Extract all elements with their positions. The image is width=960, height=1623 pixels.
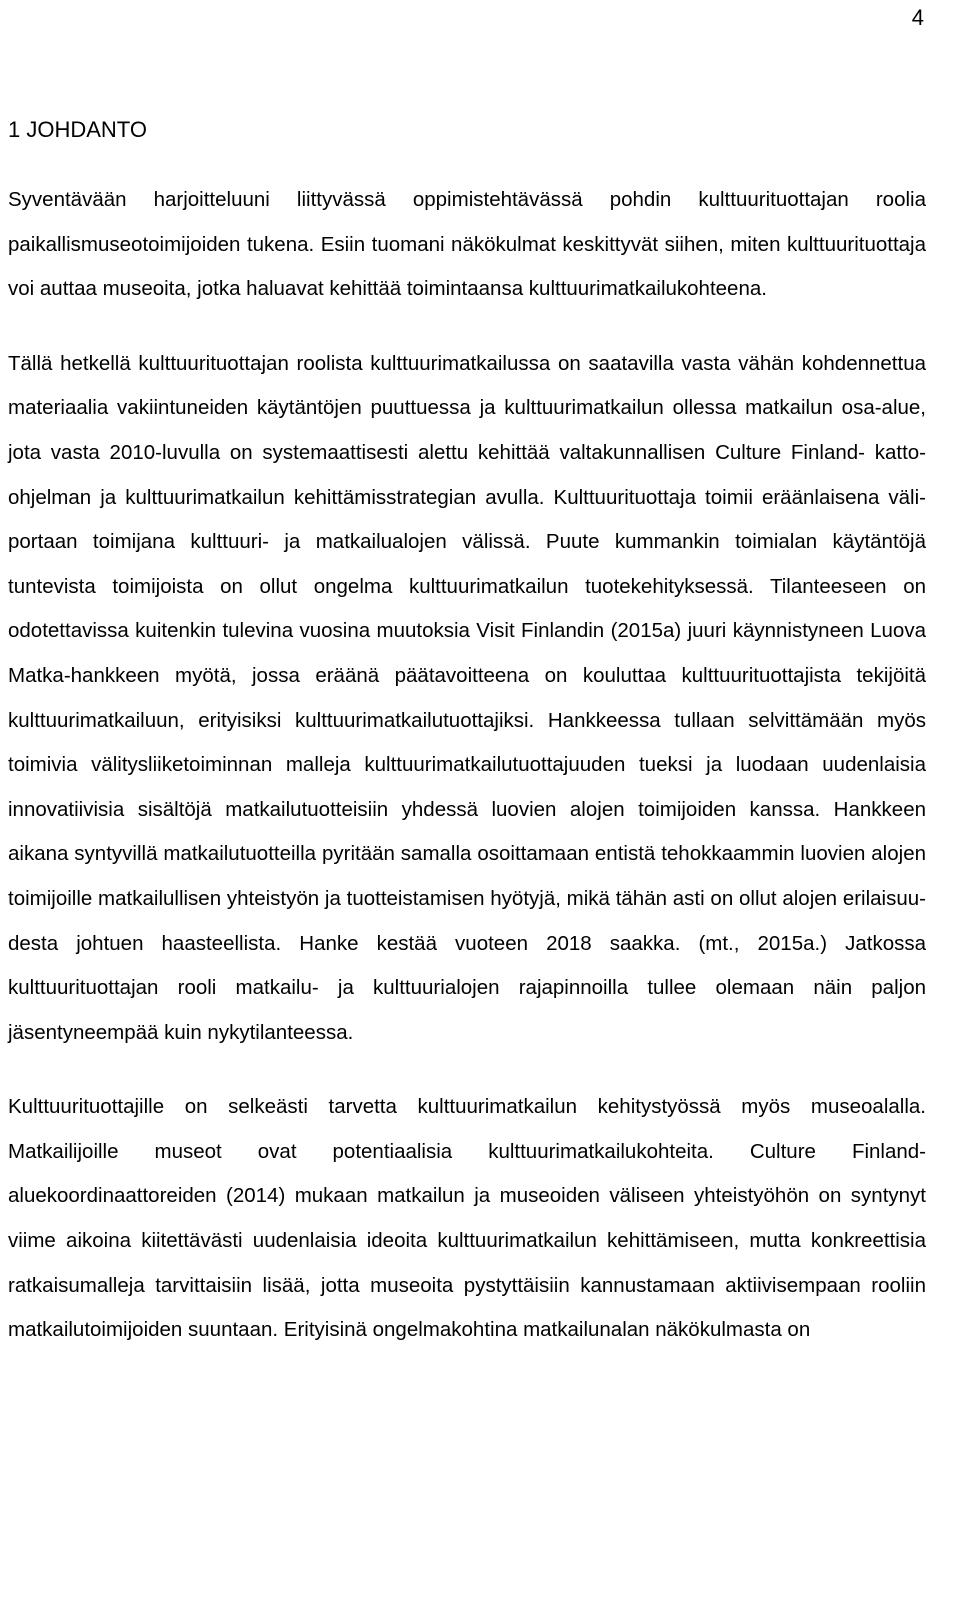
chapter-heading: 1 JOHDANTO xyxy=(8,117,147,142)
page-number: 4 xyxy=(911,5,924,30)
paragraph-current-situation: Tällä hetkellä kulttuurituottajan roolista kulttuurimatkailussa on saatavilla vasta vähän kohdennettua materiaalia vakiintuneiden käytäntöjen puuttuessa ja kulttuurimatkailun ollessa matkailun osa-alue, jota vasta 2010-luvulla on systemaattisesti alettu kehittää valtakunnallisen Culture Finland- katto-ohjelman ja kulttuurimatkailun kehittämisstrategian avulla. Kulttuurituottaja toimii eräänlaisena väliportaan toimijana kulttuuri- ja matkailualojen välissä. Puute kummankin toimialan käytäntöjä tuntevista toimijoista on ollut ongelma kulttuurimatkailun tuotekehityksessä. Tilanteeseen on odotettavissa kuitenkin tulevina vuosina muutoksia Visit Finlandin (2015a) juuri käynnistyneen Luova Matka-hankkeen myötä, jossa eräänä päätavoitteena on kouluttaa kulttuurituottajista tekijöitä kulttuurimatkailuun, erityisiksi kulttuurimatkailutuottajiksi. Hankkeessa tullaan selvittämään myös toimivia välitysliiketoiminnan malleja kulttuurimatkailutuottajuuden tueksi ja luodaan uudenlaisia innovatiivisia sisältöjä matkailutuotteisiin yhdessä luovien alojen toimijoiden kanssa. Hankkeen aikana syntyvillä matkailutuotteilla pyritään samalla osoittamaan entistä tehokkaammin luovien alojen toimijoille matkailullisen yhteistyön ja tuotteistamisen hyötyjä, mikä tähän asti on ollut alojen erilaisuudesta johtuen haasteellista. Hanke kestää vuoteen 2018 saakka. (mt., 2015a.) Jatkossa kulttuurituottajan rooli matkailu- ja kulttuurialojen rajapinnoilla tullee olemaan näin paljon jäsentyneempää kuin nykytilanteessa. xyxy=(8,351,926,1044)
paragraph-intro: Syventävään harjoitteluuni liittyvässä oppimistehtävässä pohdin kulttuurituottajan roolia paikallismuseotoimijoiden tukena. Esiin tuomani näkökulmat keskittyvät siihen, miten kulttuurituottaja voi auttaa museoita, jotka haluavat kehittää toimintaansa kulttuurimatkailukohteena. xyxy=(8,188,926,301)
paragraph-museum-sector: Kulttuurituottajille on selkeästi tarvetta kulttuurimatkailun kehitystyössä myös museoalalla. Matkailijoille museot ovat potentiaalisia kulttuurimatkailukohteita. Culture Finland-aluekoordinaattoreiden (2014) mukaan matkailun ja museoiden väliseen yhteistyöhön on syntynyt viime aikoina kiitettävästi uudenlaisia ideoita kulttuurimatkailun kehittämiseen, mutta konkreettisia ratkaisumalleja tarvittaisiin lisää, jotta museoita pystyttäisiin kannustamaan aktiivisempaan rooliin matkailutoimijoiden suuntaan. Erityisinä ongelmakohtina matkailunalan näkökulmasta on xyxy=(8,1095,926,1342)
document-body xyxy=(8,112,926,1353)
